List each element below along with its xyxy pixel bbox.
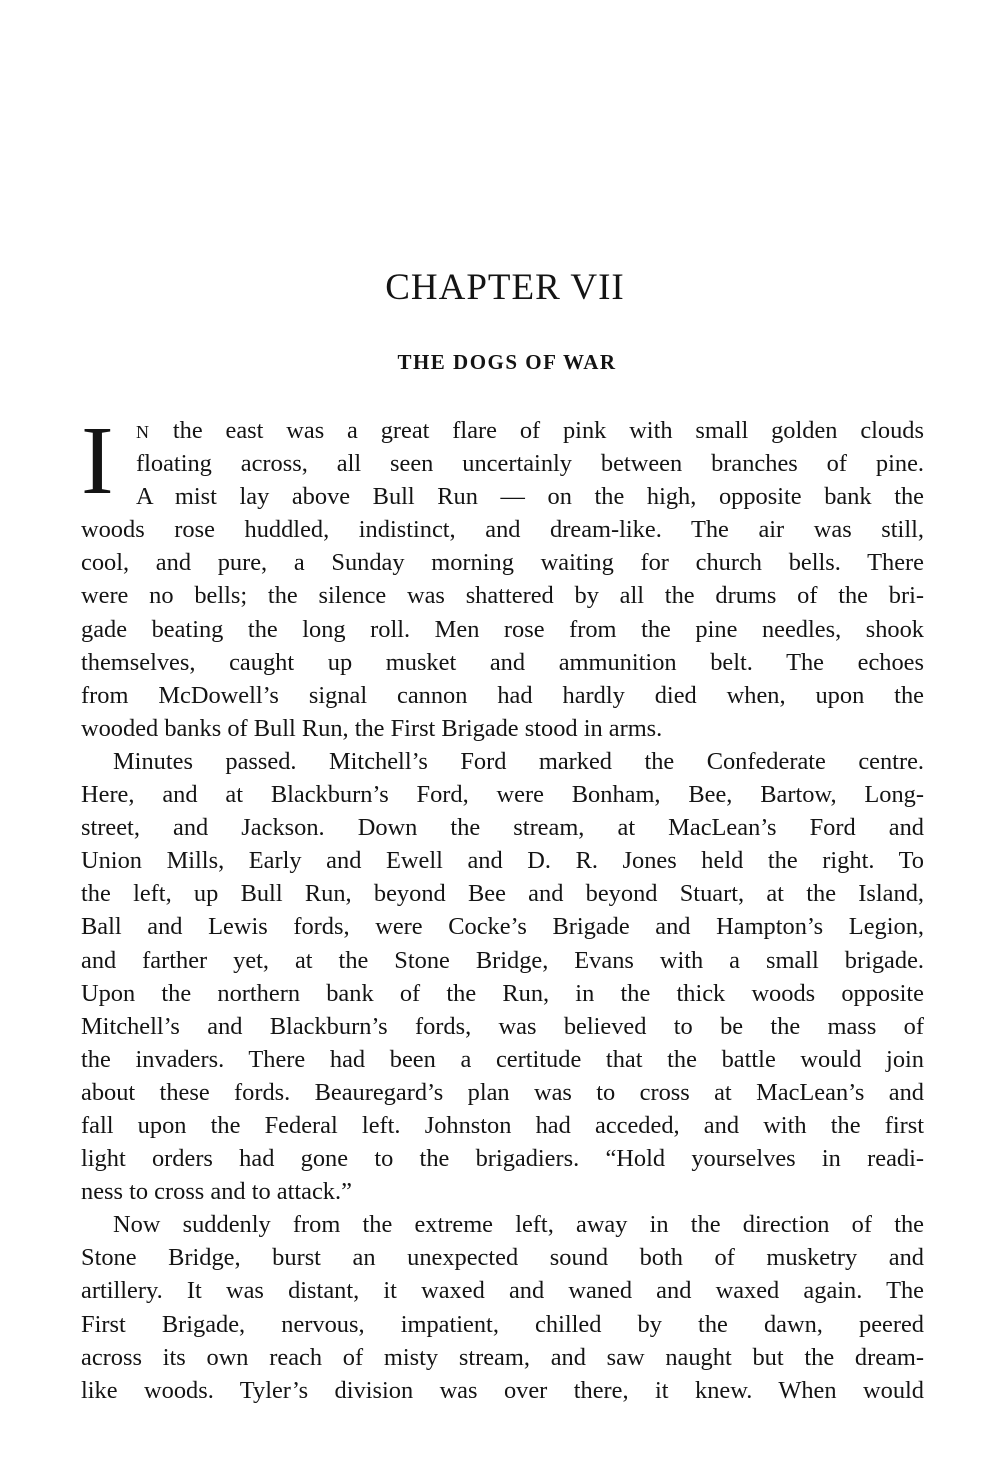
paragraph-line: and farther yet, at the Stone Bridge, Evans with a small brigade. — [81, 946, 924, 974]
small-cap: N — [136, 422, 150, 442]
paragraph-line: wooded banks of Bull Run, the First Brigade stood in arms. — [81, 714, 663, 742]
paragraph-line: Ball and Lewis fords, were Cocke’s Brigade and Hampton’s Legion, — [81, 913, 924, 941]
line-text: the east was a great flare of pink with small golden clouds — [150, 417, 924, 444]
paragraph-line: like woods. Tyler’s division was over there, it knew. When would — [81, 1376, 924, 1404]
paragraph-line: A mist lay above Bull Run — on the high, opposite bank the — [136, 483, 924, 511]
paragraph-line: Mitchell’s and Blackburn’s fords, was believed to be the mass of — [81, 1012, 924, 1040]
paragraph-line: First Brigade, nervous, impatient, chilled by the dawn, peered — [81, 1310, 924, 1338]
paragraph-line: ness to cross and to attack.” — [81, 1178, 352, 1206]
paragraph-line — [136, 414, 924, 447]
paragraph-line: about these fords. Beauregard’s plan was to cross at MacLean’s and — [81, 1078, 924, 1106]
paragraph-line: gade beating the long roll. Men rose from the pine needles, shook — [81, 615, 924, 643]
paragraph-1 — [81, 407, 924, 745]
paragraph-line: Stone Bridge, burst an unexpected sound both of musketry and — [81, 1244, 924, 1272]
chapter-title: CHAPTER VII — [385, 267, 625, 308]
paragraph-line: the invaders. There had been a certitude that the battle would join — [81, 1045, 924, 1073]
paragraph-3 — [81, 1208, 924, 1407]
paragraph-line: from McDowell’s signal cannon had hardly died when, upon the — [81, 681, 924, 709]
paragraph-line: Now suddenly from the extreme left, away in the direction of the — [113, 1211, 924, 1239]
drop-cap: I — [81, 407, 114, 515]
paragraph-line: floating across, all seen uncertainly between branches of pine. — [136, 450, 924, 478]
paragraph-line: artillery. It was distant, it waxed and waned and waxed again. The — [81, 1277, 924, 1305]
paragraph-line: Union Mills, Early and Ewell and D. R. Jones held the right. To — [81, 847, 924, 875]
paragraph-2 — [81, 745, 924, 1208]
paragraph-line: Minutes passed. Mitchell’s Ford marked the Confederate centre. — [113, 747, 924, 775]
chapter-subtitle: THE DOGS OF WAR — [397, 350, 617, 374]
paragraph-line: woods rose huddled, indistinct, and dream-like. The air was still, — [81, 516, 924, 544]
paragraph-line: themselves, caught up musket and ammunition belt. The echoes — [81, 648, 924, 676]
paragraph-line: Upon the northern bank of the Run, in the thick woods opposite — [81, 979, 924, 1007]
paragraph-line: the left, up Bull Run, beyond Bee and beyond Stuart, at the Island, — [81, 880, 924, 908]
paragraph-line: Here, and at Blackburn’s Ford, were Bonham, Bee, Bartow, Long- — [81, 781, 924, 809]
paragraph-line: cool, and pure, a Sunday morning waiting for church bells. There — [81, 549, 924, 577]
paragraph-line: fall upon the Federal left. Johnston had acceded, and with the first — [81, 1111, 924, 1139]
body-text — [81, 407, 924, 1407]
paragraph-line: light orders had gone to the brigadiers. “Hold yourselves in readi- — [81, 1145, 924, 1173]
paragraph-line: were no bells; the silence was shattered by all the drums of the bri- — [81, 582, 924, 610]
paragraph-line: across its own reach of misty stream, and saw naught but the dream- — [81, 1343, 924, 1371]
paragraph-line: street, and Jackson. Down the stream, at MacLean’s Ford and — [81, 814, 924, 842]
